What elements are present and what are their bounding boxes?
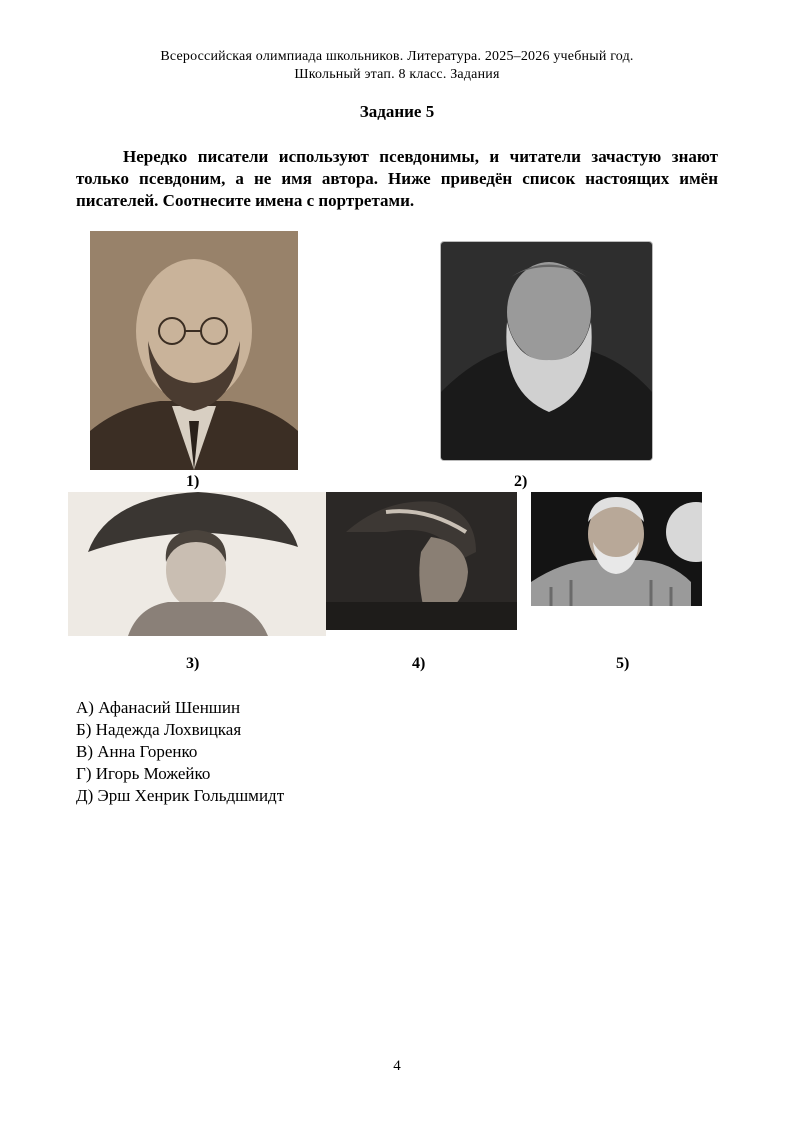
portrait-4-image xyxy=(326,492,517,630)
answer-item: В) Анна Горенко xyxy=(76,742,198,761)
answer-item: Г) Игорь Можейко xyxy=(76,764,211,783)
answer-item: Б) Надежда Лохвицкая xyxy=(76,720,242,739)
portrait-5-label: 5) xyxy=(616,655,630,672)
portrait-2-image xyxy=(440,241,653,461)
portrait-3-image xyxy=(68,492,326,636)
task-title: Задание 5 xyxy=(359,102,435,121)
portrait-4-label: 4) xyxy=(412,655,426,672)
answer-item: А) Афанасий Шеншин xyxy=(76,698,241,717)
header-line-2: Школьный этап. 8 класс. Задания xyxy=(294,67,500,82)
portrait-1-image xyxy=(90,231,298,470)
answer-item: Д) Эрш Хенрик Гольдшмидт xyxy=(76,786,285,805)
page-number: 4 xyxy=(393,1058,401,1074)
portrait-2-label: 2) xyxy=(514,473,528,490)
portrait-3-label: 3) xyxy=(186,655,200,672)
page-header xyxy=(0,48,794,84)
answer-list xyxy=(76,697,284,807)
header-line-1: Всероссийская олимпиада школьников. Литература. 2025–2026 учебный год. xyxy=(160,49,634,64)
portrait-1-label: 1) xyxy=(186,473,200,490)
portrait-5-image xyxy=(531,492,702,606)
task-intro: Нередко писатели используют псевдонимы, и читатели зачастую знают только псевдоним, а не имя автора. Ниже приведён список настоящих имён писателей. Соотнесите имена с портретами. xyxy=(76,147,718,210)
